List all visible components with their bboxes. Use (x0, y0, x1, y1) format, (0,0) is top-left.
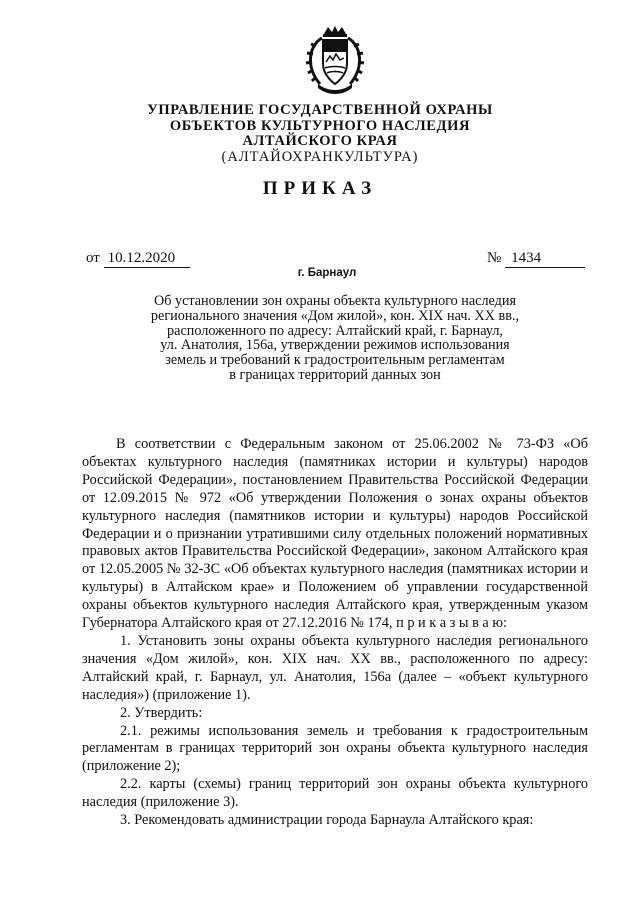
date-prefix: от (86, 250, 100, 266)
city-label: г. Барнаул (297, 267, 357, 279)
item-2-2: 2.2. карты (схемы) границ территорий зон охраны объекта культурного наследия (приложение 3). (82, 776, 588, 811)
agency-header (0, 103, 640, 165)
subject-line: расположенного по адресу: Алтайский край, г. Барнаул, (167, 322, 503, 339)
subject-line: Об установлении зон охраны объекта культурного наследия (153, 293, 516, 309)
preamble-text: В соответствии с Федеральным законом от 25.06.2002 № 73-ФЗ «Об объектах культурного наследия (памятниках истории и культуры) народов Российской Федерации», постановлением Правительства Российской Федерации от 12.09.2015 № 972 «Об утверждении Положения о зонах охраны объектов культурного наследия (памятников истории и культуры) народов Российской Федерации и о признании утратившими силу отдельных положений нормативных правовых актов Правительства Российской Федерации», законом Алтайского края от 12.05.2005 № 32-ЗС «Об объектах культурного наследия (памятниках истории и культуры) в Алтайском крае» и Положением об управлении государственной охраны объектов культурного наследия Алтайского края, утвержденным указом Губернатора Алтайского края от 27.12.2016 № 174, (82, 436, 588, 632)
subject-line: ул. Анатолия, 156а, утверждении режимов использования (160, 337, 510, 354)
order-date (86, 250, 190, 268)
subject-line: земель и требований к градостроительным регламентам (165, 352, 505, 369)
item-2-1: 2.1. режимы использования земель и требования к градостроительным регламентам в границах территорий зон охраны объекта культурного наследия (приложение 2); (82, 722, 588, 775)
item-1: 1. Установить зоны охраны объекта культурного наследия регионального значения «Дом жилой», кон. XIX нач. XX вв., расположенного по адресу: Алтайский край, г. Барнаул, ул. Анатолия, 156а (далее – «объект культурного наследия») (приложение 1). (82, 632, 588, 703)
order-number (487, 250, 585, 268)
preamble-paragraph (82, 436, 588, 633)
header-line-2: ОБЪЕКТОВ КУЛЬТУРНОГО НАСЛЕДИЯ (169, 117, 471, 134)
order-subject (70, 294, 600, 383)
subject-line: в границах территорий данных зон (229, 366, 441, 383)
number-prefix: № (487, 250, 502, 266)
item-3: 3. Рекомендовать администрации города Барнаула Алтайского края: (120, 812, 534, 829)
order-body (82, 436, 588, 830)
coat-of-arms-icon (302, 24, 368, 96)
subject-line: регионального значения «Дом жилой», кон. XIX нач. XX вв., (150, 307, 520, 324)
number-value: 1434 (505, 250, 585, 268)
order-word: п р и к а з ы в а ю: (396, 615, 508, 632)
document-title: ПРИКАЗ (262, 178, 378, 199)
header-line-3: АЛТАЙСКОГО КРАЯ (242, 133, 398, 149)
header-line-1: УПРАВЛЕНИЕ ГОСУДАРСТВЕННОЙ ОХРАНЫ (147, 102, 493, 118)
date-value: 10.12.2020 (104, 250, 190, 268)
header-abbreviation: (АЛТАЙОХРАНКУЛЬТУРА) (221, 148, 419, 165)
item-2: 2. Утвердить: (120, 704, 203, 721)
